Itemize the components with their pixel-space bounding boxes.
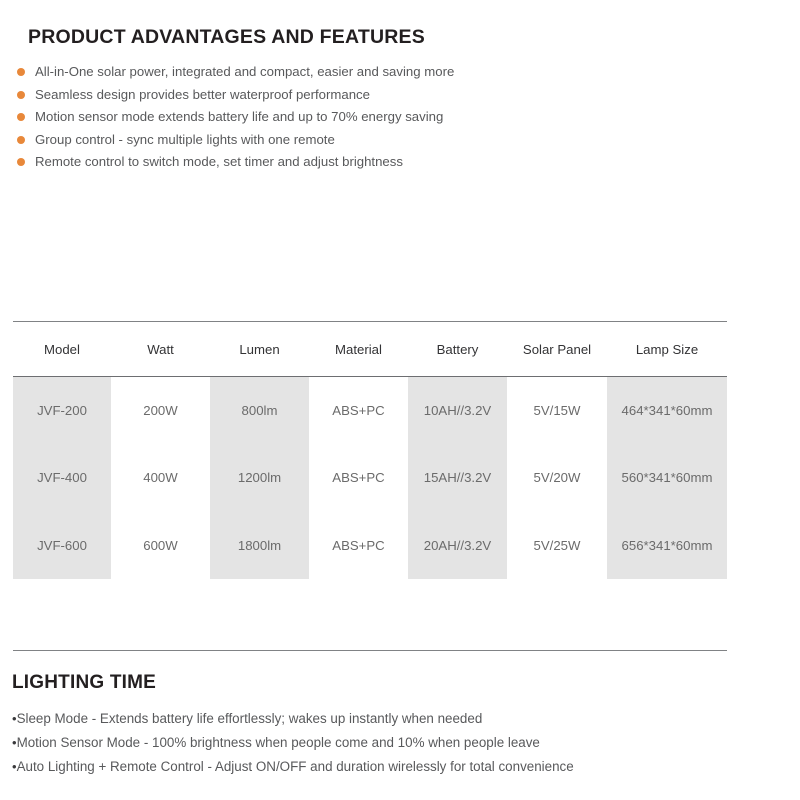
- feature-text: Seamless design provides better waterproof performance: [35, 86, 370, 102]
- features-list: [14, 62, 754, 175]
- cell-model: JVF-400: [37, 470, 87, 486]
- cell-lamp-size: 560*341*60mm: [621, 470, 713, 486]
- table-body: [13, 377, 727, 579]
- list-item: [14, 85, 754, 108]
- cell-watt: 200W: [143, 403, 178, 419]
- table-row: [13, 512, 727, 579]
- page-title: PRODUCT ADVANTAGES AND FEATURES: [28, 26, 425, 48]
- list-item: [12, 734, 772, 758]
- cell-lamp-size: 656*341*60mm: [621, 537, 713, 553]
- cell-lumen: 1800lm: [237, 537, 282, 553]
- table-header-row: [13, 322, 727, 376]
- cell-lumen: 1200lm: [237, 470, 282, 486]
- bullet-dot-icon: [17, 68, 25, 76]
- feature-text: Motion sensor mode extends battery life and up to 70% energy saving: [35, 109, 444, 125]
- cell-watt: 600W: [143, 537, 178, 553]
- cell-model: JVF-200: [37, 403, 87, 419]
- lighting-time-list: [12, 710, 772, 782]
- list-item: [14, 107, 754, 130]
- list-item: [12, 710, 772, 734]
- lighting-text: Auto Lighting + Remote Control - Adjust ON/OFF and duration wirelessly for total convenience: [16, 759, 574, 774]
- cell-battery: 10AH//3.2V: [423, 403, 492, 419]
- list-item: [14, 152, 754, 175]
- cell-solar-panel: 5V/15W: [533, 403, 581, 419]
- bullet-dot-icon: [17, 136, 25, 144]
- cell-material: ABS+PC: [332, 470, 385, 486]
- column-header: Material: [335, 341, 382, 357]
- feature-text: Remote control to switch mode, set timer and adjust brightness: [35, 154, 403, 170]
- cell-material: ABS+PC: [332, 537, 385, 553]
- table-row: [13, 377, 727, 444]
- bullet-dot-icon: [17, 91, 25, 99]
- section-divider: [13, 650, 727, 651]
- lighting-text: Sleep Mode - Extends battery life effortlessly; wakes up instantly when needed: [16, 711, 483, 726]
- column-header: Lamp Size: [635, 341, 699, 357]
- lighting-time-title: LIGHTING TIME: [12, 672, 157, 693]
- cell-material: ABS+PC: [332, 403, 385, 419]
- cell-solar-panel: 5V/20W: [533, 470, 581, 486]
- cell-battery: 15AH//3.2V: [423, 470, 492, 486]
- list-item: [14, 62, 754, 85]
- column-header: Lumen: [239, 341, 280, 357]
- cell-model: JVF-600: [37, 537, 87, 553]
- feature-text: Group control - sync multiple lights with one remote: [35, 131, 335, 147]
- lighting-text: Motion Sensor Mode - 100% brightness when people come and 10% when people leave: [16, 735, 540, 750]
- bullet-glyph-icon: •: [12, 735, 17, 750]
- list-item: [14, 130, 754, 153]
- cell-lamp-size: 464*341*60mm: [621, 403, 713, 419]
- spec-table: [13, 321, 727, 579]
- bullet-glyph-icon: •: [12, 759, 17, 774]
- bullet-dot-icon: [17, 113, 25, 121]
- table-row: [13, 444, 727, 511]
- bullet-glyph-icon: •: [12, 711, 17, 726]
- cell-watt: 400W: [143, 470, 178, 486]
- list-item: [12, 758, 772, 782]
- column-header: Model: [44, 341, 80, 357]
- column-header: Watt: [147, 341, 174, 357]
- cell-battery: 20AH//3.2V: [423, 537, 492, 553]
- column-header: Battery: [436, 341, 479, 357]
- feature-text: All-in-One solar power, integrated and compact, easier and saving more: [35, 64, 455, 79]
- cell-lumen: 800lm: [241, 403, 278, 419]
- bullet-dot-icon: [17, 158, 25, 166]
- cell-solar-panel: 5V/25W: [533, 537, 581, 553]
- column-header: Solar Panel: [522, 341, 592, 357]
